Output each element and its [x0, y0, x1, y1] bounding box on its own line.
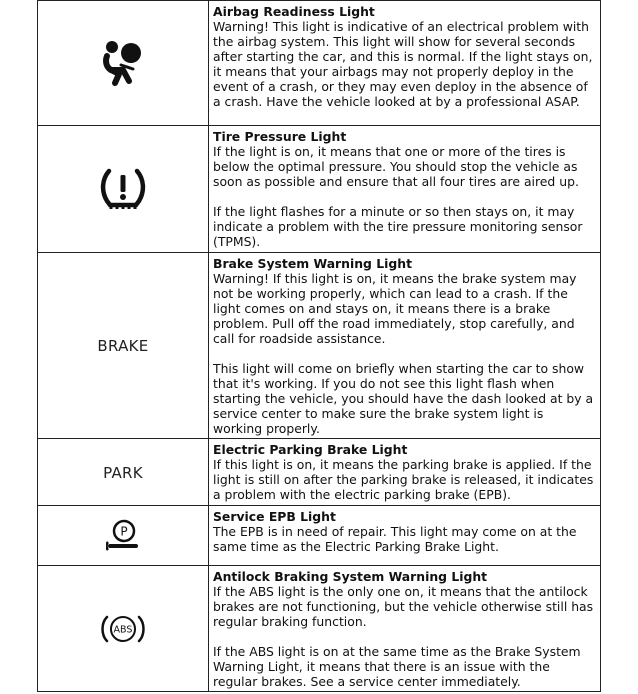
light-description: The EPB is in need of repair. This light may come on at the same time as the Electric Parking Brake Light.: [213, 524, 577, 554]
tire-pressure-icon: [98, 167, 148, 211]
description-cell: [209, 566, 601, 692]
light-description: This light will come on briefly when starting the car to show that it's working. If you do not see this light flash when starting the vehicle, you should have the dash looked at by a service center to make sure the brake system light is working properly.: [213, 361, 594, 436]
light-description: If the light is on, it means that one or more of the tires is below the optimal pressure. You should stop the vehicle as soon as possible and ensure that all four tires are aired up.: [213, 144, 579, 189]
light-title: Tire Pressure Light: [213, 129, 347, 144]
service-epb-letter: P: [120, 524, 128, 538]
light-title: Electric Parking Brake Light: [213, 442, 408, 457]
description-cell: [209, 439, 601, 506]
warning-lights-table: [37, 0, 601, 692]
light-title: Service EPB Light: [213, 509, 336, 524]
icon-cell: [38, 1, 209, 126]
table-row: [38, 1, 601, 126]
table-row: [38, 439, 601, 506]
description-cell: [209, 1, 601, 126]
table-row: [38, 506, 601, 566]
light-title: Antilock Braking System Warning Light: [213, 569, 488, 584]
table-row: [38, 253, 601, 439]
light-title: Airbag Readiness Light: [213, 4, 375, 19]
service-epb-icon: [106, 519, 140, 553]
icon-cell: [38, 566, 209, 692]
icon-cell: [38, 126, 209, 253]
light-description: Warning! This light is indicative of an electrical problem with the airbag system. This light will show for several seconds after starting the car, and this is normal. If the light stays on, it means that your airbags may not properly deploy in the event of a crash, or they may even deploy in the absence of a crash. Have the vehicle looked at by a professional ASAP.: [213, 19, 593, 109]
abs-icon-label: ABS: [113, 624, 133, 635]
description-cell: [209, 253, 601, 439]
airbag-icon: [99, 39, 147, 87]
light-description: If the light flashes for a minute or so then stays on, it may indicate a problem with the tire pressure monitoring sensor (TPMS).: [213, 204, 583, 249]
description-cell: [209, 506, 601, 566]
icon-cell: [38, 439, 209, 506]
light-title: Brake System Warning Light: [213, 256, 412, 271]
table-row: [38, 126, 601, 253]
brake-text-icon: BRAKE: [97, 337, 149, 355]
icon-cell: [38, 253, 209, 439]
table-row: [38, 566, 601, 692]
abs-icon: [100, 611, 146, 647]
icon-cell: [38, 506, 209, 566]
light-description: Warning! If this light is on, it means the brake system may not be working properly, which can lead to a crash. If the light comes on and stays on, it means there is a brake problem. Pull off the road immediately, stop carefully, and call for roadside assistance.: [213, 271, 577, 346]
description-cell: [209, 126, 601, 253]
light-description: If the ABS light is on at the same time as the Brake System Warning Light, it means that there is an issue with the regular brakes. See a service center immediately.: [213, 644, 581, 689]
light-description: If the ABS light is the only one on, it means that the antilock brakes are not functioning, but the vehicle otherwise still has regular braking function.: [213, 584, 594, 629]
park-text-icon: PARK: [103, 463, 143, 482]
light-description: If this light is on, it means the parking brake is applied. If the light is still on after the parking brake is released, it indicates a problem with the electric parking brake (EPB).: [213, 457, 594, 502]
